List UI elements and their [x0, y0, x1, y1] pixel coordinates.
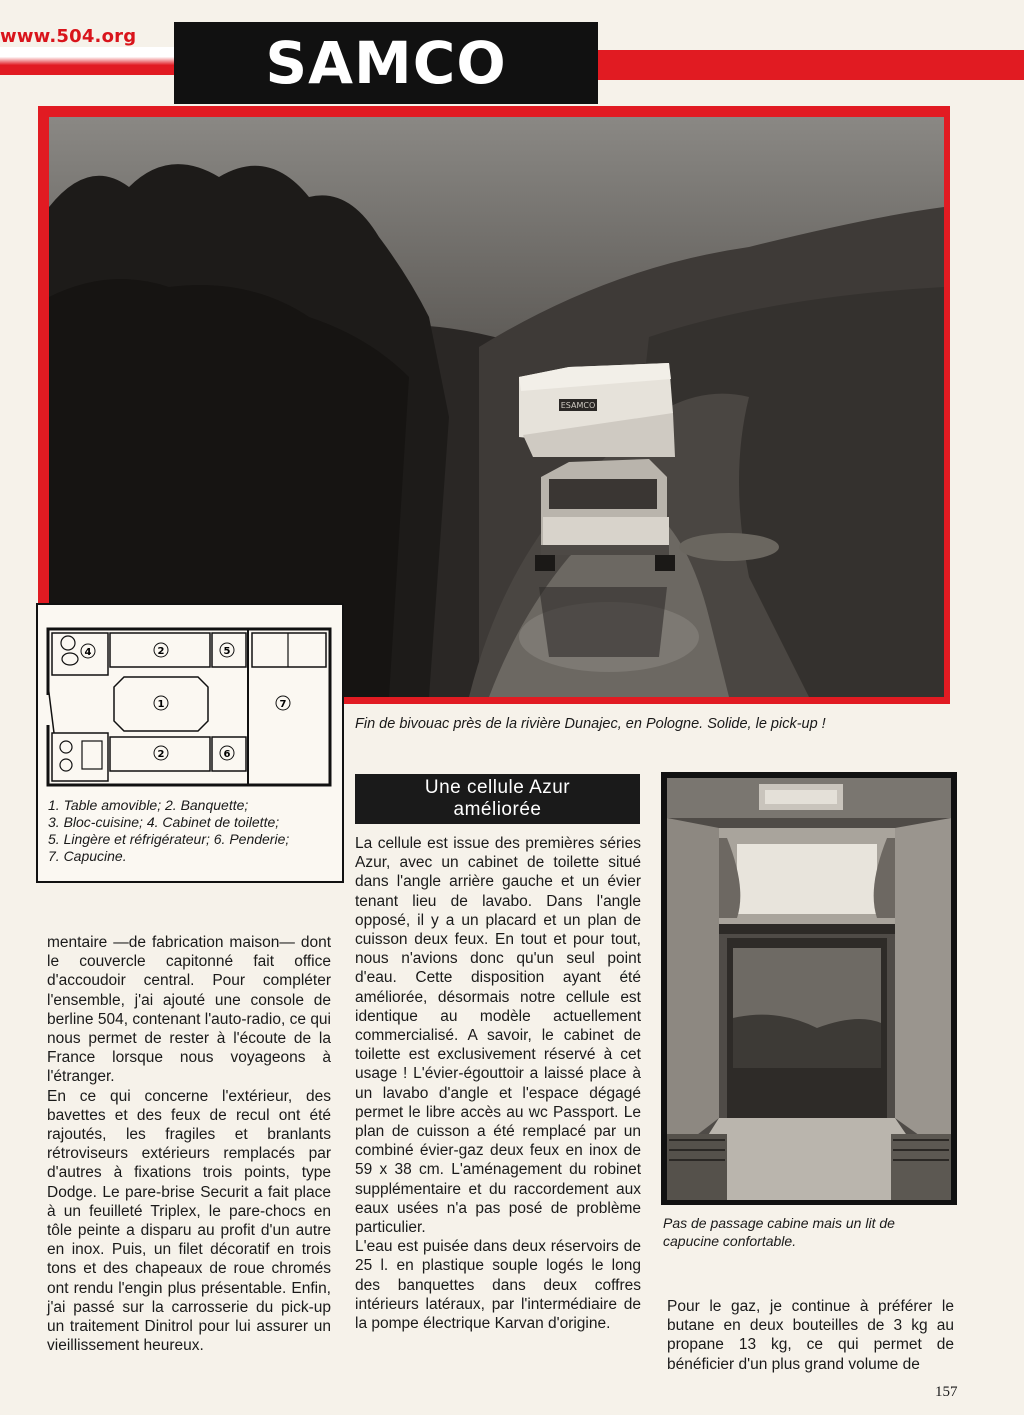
plan-label-4: 4	[84, 647, 92, 658]
plan-label-2a: 2	[157, 646, 165, 657]
plan-label-1: 1	[157, 699, 165, 710]
legend-line: 1. Table amovible; 2. Banquette;	[48, 797, 249, 813]
camper-plate-text: ESAMCO	[560, 401, 596, 410]
plan-label-6: 6	[223, 749, 231, 760]
paragraph: L'eau est puisée dans deux réservoirs de 25 l. en plastique souple logés le long des banquettes dans deux coffres intérieurs latéraux, par l'intermédiaire de la pompe électrique Karvan d'origine.	[355, 1238, 641, 1333]
article-column-3	[667, 1297, 954, 1374]
section-heading-line1: Une cellule Azur	[424, 777, 571, 798]
paragraph: La cellule est issue des premières séries Azur, avec un cabinet de toilette situé dans l'angle arrière gauche et un évier tenant lieu de lavabo. Dans l'angle opposé, il y a un placard et un plan de cuisson deux feux. En tout et pour tout, nous n'avions donc qu'un seul point d'eau. Cette disposition ayant été améliorée, désormais notre cellule est identique au modèle actuellement commercialisé. A savoir, le cabinet de toilette est exclusivement réservé à cet usage ! L'évier-égouttoir a laissé place à un lavabo d'angle et l'espace dégagé permet le libre accès au wc Passport. Le plan de cuisson a été remplacé par un combiné évier-gaz deux feux en inox de 59 x 38 cm. L'aménagement du robinet supplémentaire et du raccordement aux eaux usées n'a pas posé de problème particulier.	[355, 835, 641, 1237]
plan-label-7: 7	[279, 699, 287, 710]
page-number: 157	[935, 1384, 958, 1400]
floor-plan-diagram	[38, 605, 342, 795]
floor-plan-box	[36, 603, 344, 883]
floor-plan-legend	[48, 797, 338, 865]
paragraph: En ce qui concerne l'extérieur, des bavettes et des feux de recul ont été rajoutés, les fragiles et branlants rétroviseurs extérieurs remplacés par d'autres à fixations trois points, type Dodge. Le pare-brise Securit a fait place à un feuilleté Triplex, le pare-chocs en tôle peinte a disparu au profit d'un autre en inox. Puis, un filet décoratif en trois tons et des chapeaux de roue chromés ont rendu l'engin plus présentable. Enfin, j'ai passé sur la carrosserie du pick-up un traitement Dinitrol pour lui assurer un vieillissement heureux.	[47, 1087, 331, 1355]
camper-interior-photo	[667, 778, 951, 1200]
header-red-stripe	[0, 47, 190, 75]
legend-line: 7. Capucine.	[48, 848, 127, 864]
paragraph: mentaire —de fabrication maison— dont le couvercle capitonné fait office d'accoudoir central. Pour compléter l'ensemble, j'ai ajouté une console de berline 504, contenant l'auto-radio, ce qui nous permet de rester à l'écoute de la France lorsque nous voyageons à l'étranger.	[47, 934, 331, 1086]
interior-photo-caption: Pas de passage cabine mais un lit de capucine confortable.	[663, 1215, 895, 1249]
article-column-2	[355, 834, 641, 1333]
plan-label-5: 5	[223, 646, 231, 657]
main-photo-caption: Fin de bivouac près de la rivière Dunajec, en Pologne. Solide, le pick-up !	[355, 716, 826, 732]
article-title: SAMCO	[174, 22, 598, 104]
legend-line: 5. Lingère et réfrigérateur; 6. Penderie;	[48, 831, 290, 847]
section-heading	[355, 774, 640, 824]
plan-label-2b: 2	[157, 749, 165, 760]
paragraph: Pour le gaz, je continue à préférer le butane en deux bouteilles de 3 kg au propane 13 kg, ce qui permet de bénéficier d'un plus grand volume de	[667, 1298, 954, 1373]
article-column-1	[47, 933, 331, 1355]
bleed-through-ghost	[610, 12, 1024, 82]
section-heading-line2: améliorée	[453, 799, 542, 820]
site-url[interactable]: www.504.org	[0, 26, 137, 47]
legend-line: 3. Bloc-cuisine; 4. Cabinet de toilette;	[48, 814, 280, 830]
